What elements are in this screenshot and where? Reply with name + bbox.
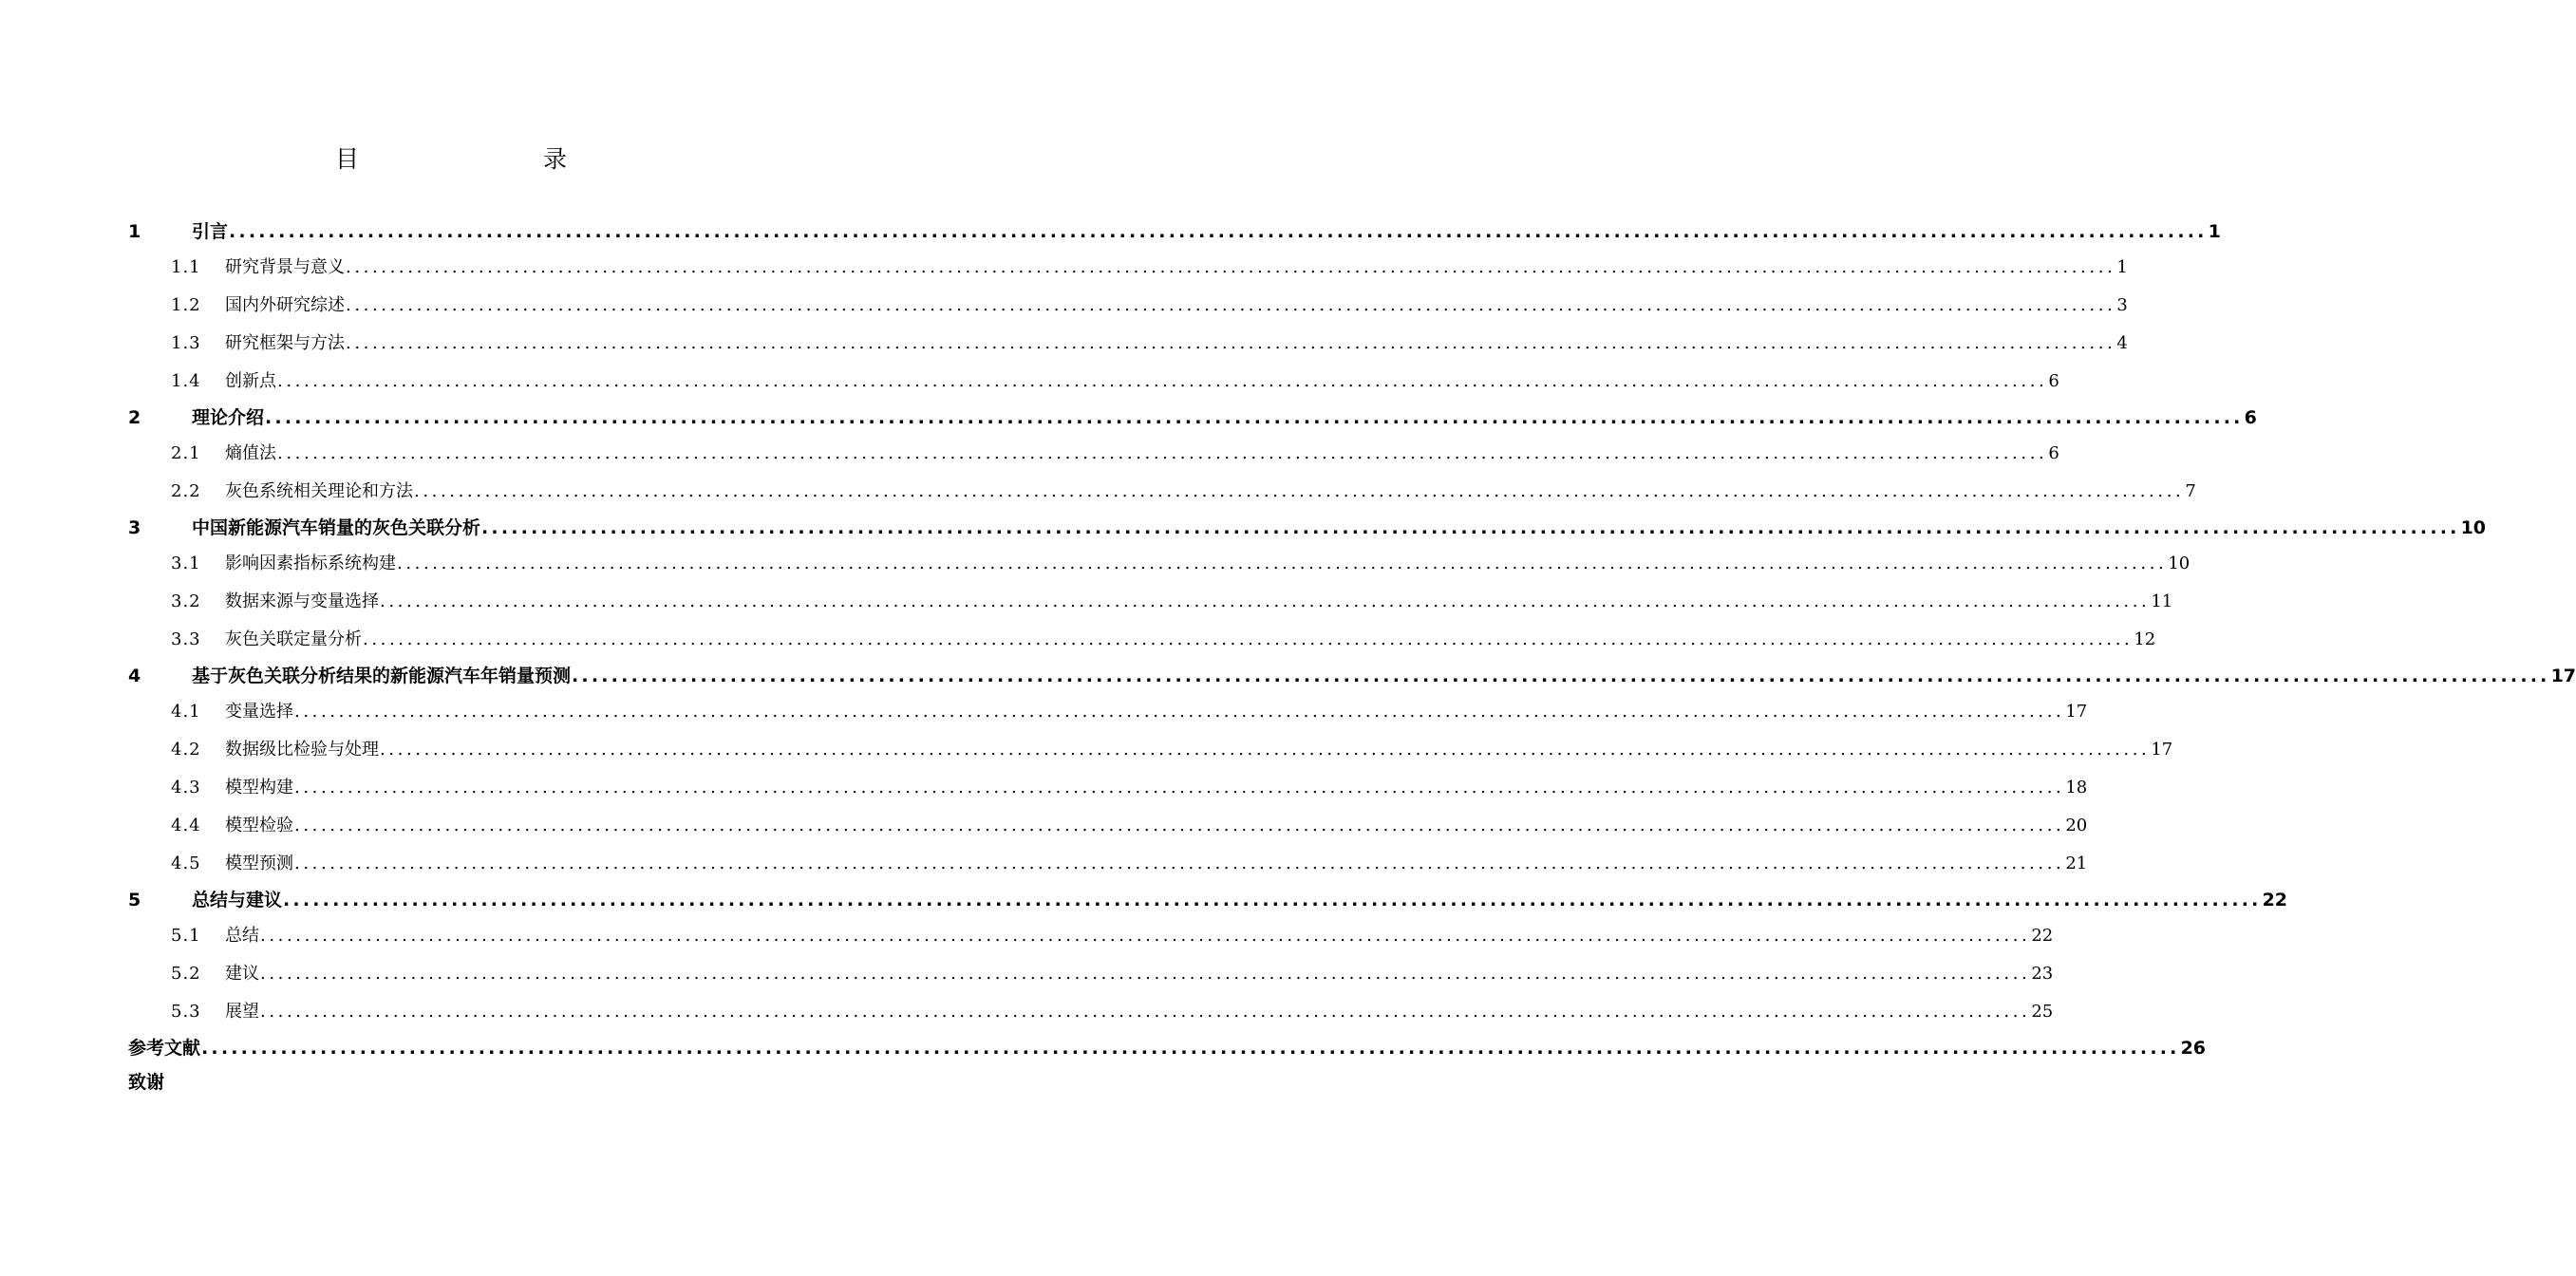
toc-entry-label: 参考文献 [128, 1038, 201, 1059]
toc-subsection-entry[interactable] [128, 545, 2191, 583]
toc-entry-number: 4.5 [171, 854, 201, 873]
toc-subsection-entry[interactable] [128, 993, 2054, 1031]
toc-leader-dots: ........................................................................................................................................................................................................ [294, 816, 2065, 835]
toc-entry-label: 建议 [225, 964, 259, 984]
toc-subsection-entry[interactable] [128, 363, 2059, 401]
toc-page-number: 21 [2065, 854, 2088, 873]
toc-page-number: 17 [2151, 740, 2173, 760]
toc-leader-dots: ........................................................................................................................................................................................................ [346, 295, 2116, 315]
toc-page-number: 22 [2031, 926, 2054, 946]
toc-leader-dots: ........................................................................................................................................................................................................ [265, 407, 2244, 428]
toc-entry-number: 1 [128, 221, 141, 242]
toc-leader-dots: ........................................................................................................................................................................................................ [294, 702, 2065, 722]
toc-entry-number: 2.2 [171, 481, 201, 501]
toc-subsection-entry[interactable] [128, 325, 2128, 363]
toc-entry-number: 4.2 [171, 740, 201, 760]
toc-entry-label: 研究框架与方法 [225, 333, 345, 353]
toc-page-number: 6 [2244, 407, 2257, 428]
toc-leader-dots: ........................................................................................................................................................................................................ [294, 778, 2065, 798]
toc-entry-number: 4.3 [171, 778, 201, 798]
toc-leader-dots: ........................................................................................................................................................................................................ [283, 890, 2262, 910]
toc-page-number: 26 [2180, 1038, 2207, 1059]
toc-entry-label: 灰色关联定量分析 [225, 629, 362, 649]
toc-leader-dots: ........................................................................................................................................................................................................ [380, 740, 2151, 760]
toc-leader-dots: ........................................................................................................................................................................................................ [260, 926, 2031, 946]
toc-entry-number: 3.3 [171, 629, 201, 649]
toc-entry-label: 总结 [225, 926, 259, 946]
toc-entry-number: 1.4 [171, 371, 201, 391]
toc-page-number: 10 [2460, 517, 2487, 538]
toc-entry-label: 引言 [192, 221, 229, 242]
toc-chapter-entry[interactable] [128, 659, 2576, 693]
toc-leader-dots: ........................................................................................................................................................................................................ [481, 517, 2460, 538]
toc-page-number: 10 [2168, 554, 2191, 573]
toc-leader-dots: ........................................................................................................................................................................................................ [380, 591, 2151, 611]
toc-title: 目 录 [334, 145, 612, 173]
toc-page-number: 7 [2185, 481, 2196, 501]
toc-leader-dots: ........................................................................................................................................................................................................ [572, 666, 2550, 686]
toc-subsection-entry[interactable] [128, 287, 2128, 325]
toc-entry-label: 数据来源与变量选择 [225, 591, 379, 611]
toc-chapter-entry[interactable] [128, 1065, 808, 1099]
toc-entry-number: 5.2 [171, 964, 201, 984]
toc-entry-label: 展望 [225, 1002, 259, 1022]
toc-page-number: 6 [2048, 443, 2059, 463]
toc-entry-label: 灰色系统相关理论和方法 [225, 481, 413, 501]
table-of-contents [128, 215, 2576, 1099]
toc-entry-label: 致谢 [128, 1072, 165, 1093]
toc-leader-dots: ........................................................................................................................................................................................................ [363, 629, 2134, 649]
toc-entry-label: 基于灰色关联分析结果的新能源汽车年销量预测 [192, 666, 572, 686]
toc-entry-number: 1.3 [171, 333, 201, 353]
toc-leader-dots: ........................................................................................................................................................................................................ [294, 854, 2065, 873]
toc-page-number: 1 [2116, 257, 2128, 277]
toc-subsection-entry[interactable] [128, 769, 2088, 807]
toc-leader-dots: ........................................................................................................................................................................................................ [346, 257, 2116, 277]
toc-entry-number: 4 [128, 666, 141, 686]
toc-subsection-entry[interactable] [128, 955, 2054, 993]
toc-entry-number: 1.1 [171, 257, 201, 277]
toc-page-number: 18 [2065, 778, 2088, 798]
toc-entry-number: 3.2 [171, 591, 201, 611]
toc-entry-label: 模型构建 [225, 778, 293, 798]
toc-entry-label: 熵值法 [225, 443, 276, 463]
toc-leader-dots: ........................................................................................................................................................................................................ [277, 371, 2048, 391]
toc-entry-number: 2.1 [171, 443, 201, 463]
toc-subsection-entry[interactable] [128, 473, 2196, 511]
toc-entry-label: 中国新能源汽车销量的灰色关联分析 [192, 517, 481, 538]
toc-leader-dots: ........................................................................................................................................................................................................ [260, 964, 2031, 984]
toc-entry-label: 创新点 [225, 371, 276, 391]
toc-entry-label: 变量选择 [225, 702, 293, 722]
toc-leader-dots: ........................................................................................................................................................................................................ [260, 1002, 2031, 1022]
toc-page-number: 20 [2065, 816, 2088, 835]
toc-entry-label: 理论介绍 [192, 407, 265, 428]
toc-page-number: 25 [2031, 1002, 2054, 1022]
toc-subsection-entry[interactable] [128, 693, 2088, 731]
toc-subsection-entry[interactable] [128, 917, 2054, 955]
toc-entry-number: 5.1 [171, 926, 201, 946]
toc-leader-dots: ........................................................................................................................................................................................................ [414, 481, 2185, 501]
toc-entry-number: 2 [128, 407, 141, 428]
toc-page-number: 12 [2134, 629, 2156, 649]
toc-entry-label: 影响因素指标系统构建 [225, 554, 396, 573]
toc-subsection-entry[interactable] [128, 583, 2173, 621]
toc-page-number: 4 [2116, 333, 2128, 353]
toc-subsection-entry[interactable] [128, 845, 2088, 883]
toc-entry-number: 5.3 [171, 1002, 201, 1022]
toc-entry-number: 5 [128, 890, 141, 910]
toc-entry-label: 数据级比检验与处理 [225, 740, 379, 760]
toc-entry-label: 模型检验 [225, 816, 293, 835]
toc-subsection-entry[interactable] [128, 621, 2156, 659]
toc-subsection-entry[interactable] [128, 249, 2128, 287]
toc-entry-label: 总结与建议 [192, 890, 283, 910]
toc-chapter-entry[interactable] [128, 401, 2257, 435]
toc-leader-dots: ........................................................................................................................................................................................................ [346, 333, 2116, 353]
toc-page-number: 1 [2208, 221, 2221, 242]
toc-page-number: 17 [2065, 702, 2088, 722]
toc-subsection-entry[interactable] [128, 435, 2059, 473]
toc-page-number: 11 [2151, 591, 2173, 611]
toc-entry-number: 4.1 [171, 702, 201, 722]
toc-page-number: 3 [2116, 295, 2128, 315]
toc-chapter-entry[interactable] [128, 215, 2221, 249]
toc-page-number: 22 [2262, 890, 2288, 910]
toc-leader-dots: ........................................................................................................................................................................................................ [397, 554, 2168, 573]
toc-entry-number: 3 [128, 517, 141, 538]
toc-leader-dots: ........................................................................................................................................................................................................ [201, 1038, 2180, 1059]
toc-leader-dots: ........................................................................................................................................................................................................ [277, 443, 2048, 463]
toc-entry-number: 1.2 [171, 295, 201, 315]
toc-chapter-entry[interactable] [128, 511, 2487, 545]
toc-entry-label: 国内外研究综述 [225, 295, 345, 315]
toc-entry-number: 3.1 [171, 554, 201, 573]
toc-subsection-entry[interactable] [128, 731, 2173, 769]
toc-entry-label: 研究背景与意义 [225, 257, 345, 277]
toc-page-number: 17 [2550, 666, 2576, 686]
toc-entry-number: 4.4 [171, 816, 201, 835]
toc-page-number: 23 [2031, 964, 2054, 984]
toc-chapter-entry[interactable] [128, 883, 2288, 917]
toc-subsection-entry[interactable] [128, 807, 2088, 845]
toc-chapter-entry[interactable] [128, 1031, 2207, 1065]
toc-leader-dots: ........................................................................................................................................................................................................ [229, 221, 2208, 242]
toc-page-number: 6 [2048, 371, 2059, 391]
toc-entry-label: 模型预测 [225, 854, 293, 873]
